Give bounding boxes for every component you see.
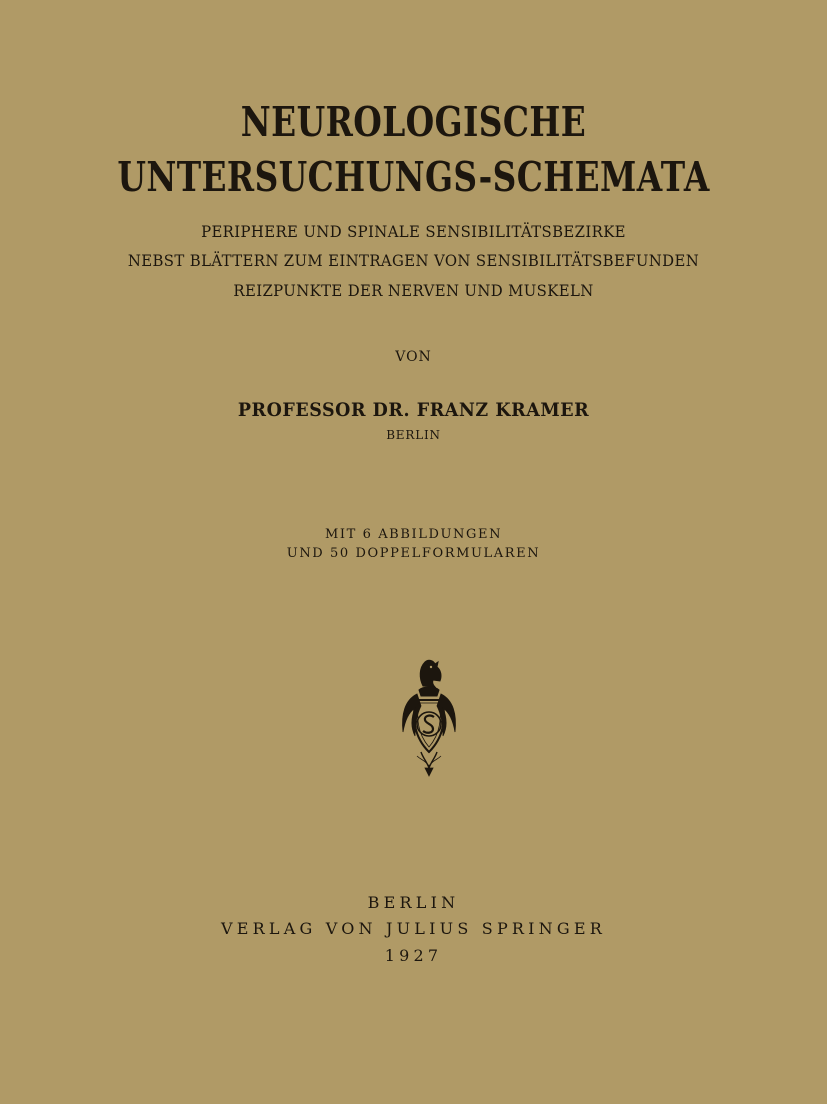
illustrations-line-2: UND 50 DOPPELFORMULAREN	[286, 546, 541, 561]
book-title-line-2: UNTERSUCHUNGS-SCHEMATA	[117, 153, 710, 201]
imprint-publisher: VERLAG VON JULIUS SPRINGER	[221, 919, 606, 938]
imprint-city: BERLIN	[367, 893, 460, 912]
author-city: BERLIN	[386, 428, 441, 442]
author-name: PROFESSOR DR. FRANZ KRAMER	[237, 399, 590, 421]
springer-knight-logo-icon	[395, 656, 463, 778]
book-title-line-1: NEUROLOGISCHE	[240, 98, 587, 146]
subtitle-line-2: NEBST BLÄTTERN ZUM EINTRAGEN VON SENSIBILITÄTSBEFUNDEN	[127, 251, 700, 270]
imprint-year: 1927	[384, 946, 443, 965]
byline-von: VON	[395, 349, 432, 365]
subtitle-line-3: REIZPUNKTE DER NERVEN UND MUSKELN	[233, 281, 594, 300]
subtitle-line-1: PERIPHERE UND SPINALE SENSIBILITÄTSBEZIRKE	[201, 222, 626, 241]
illustrations-line-1: MIT 6 ABBILDUNGEN	[324, 527, 503, 542]
